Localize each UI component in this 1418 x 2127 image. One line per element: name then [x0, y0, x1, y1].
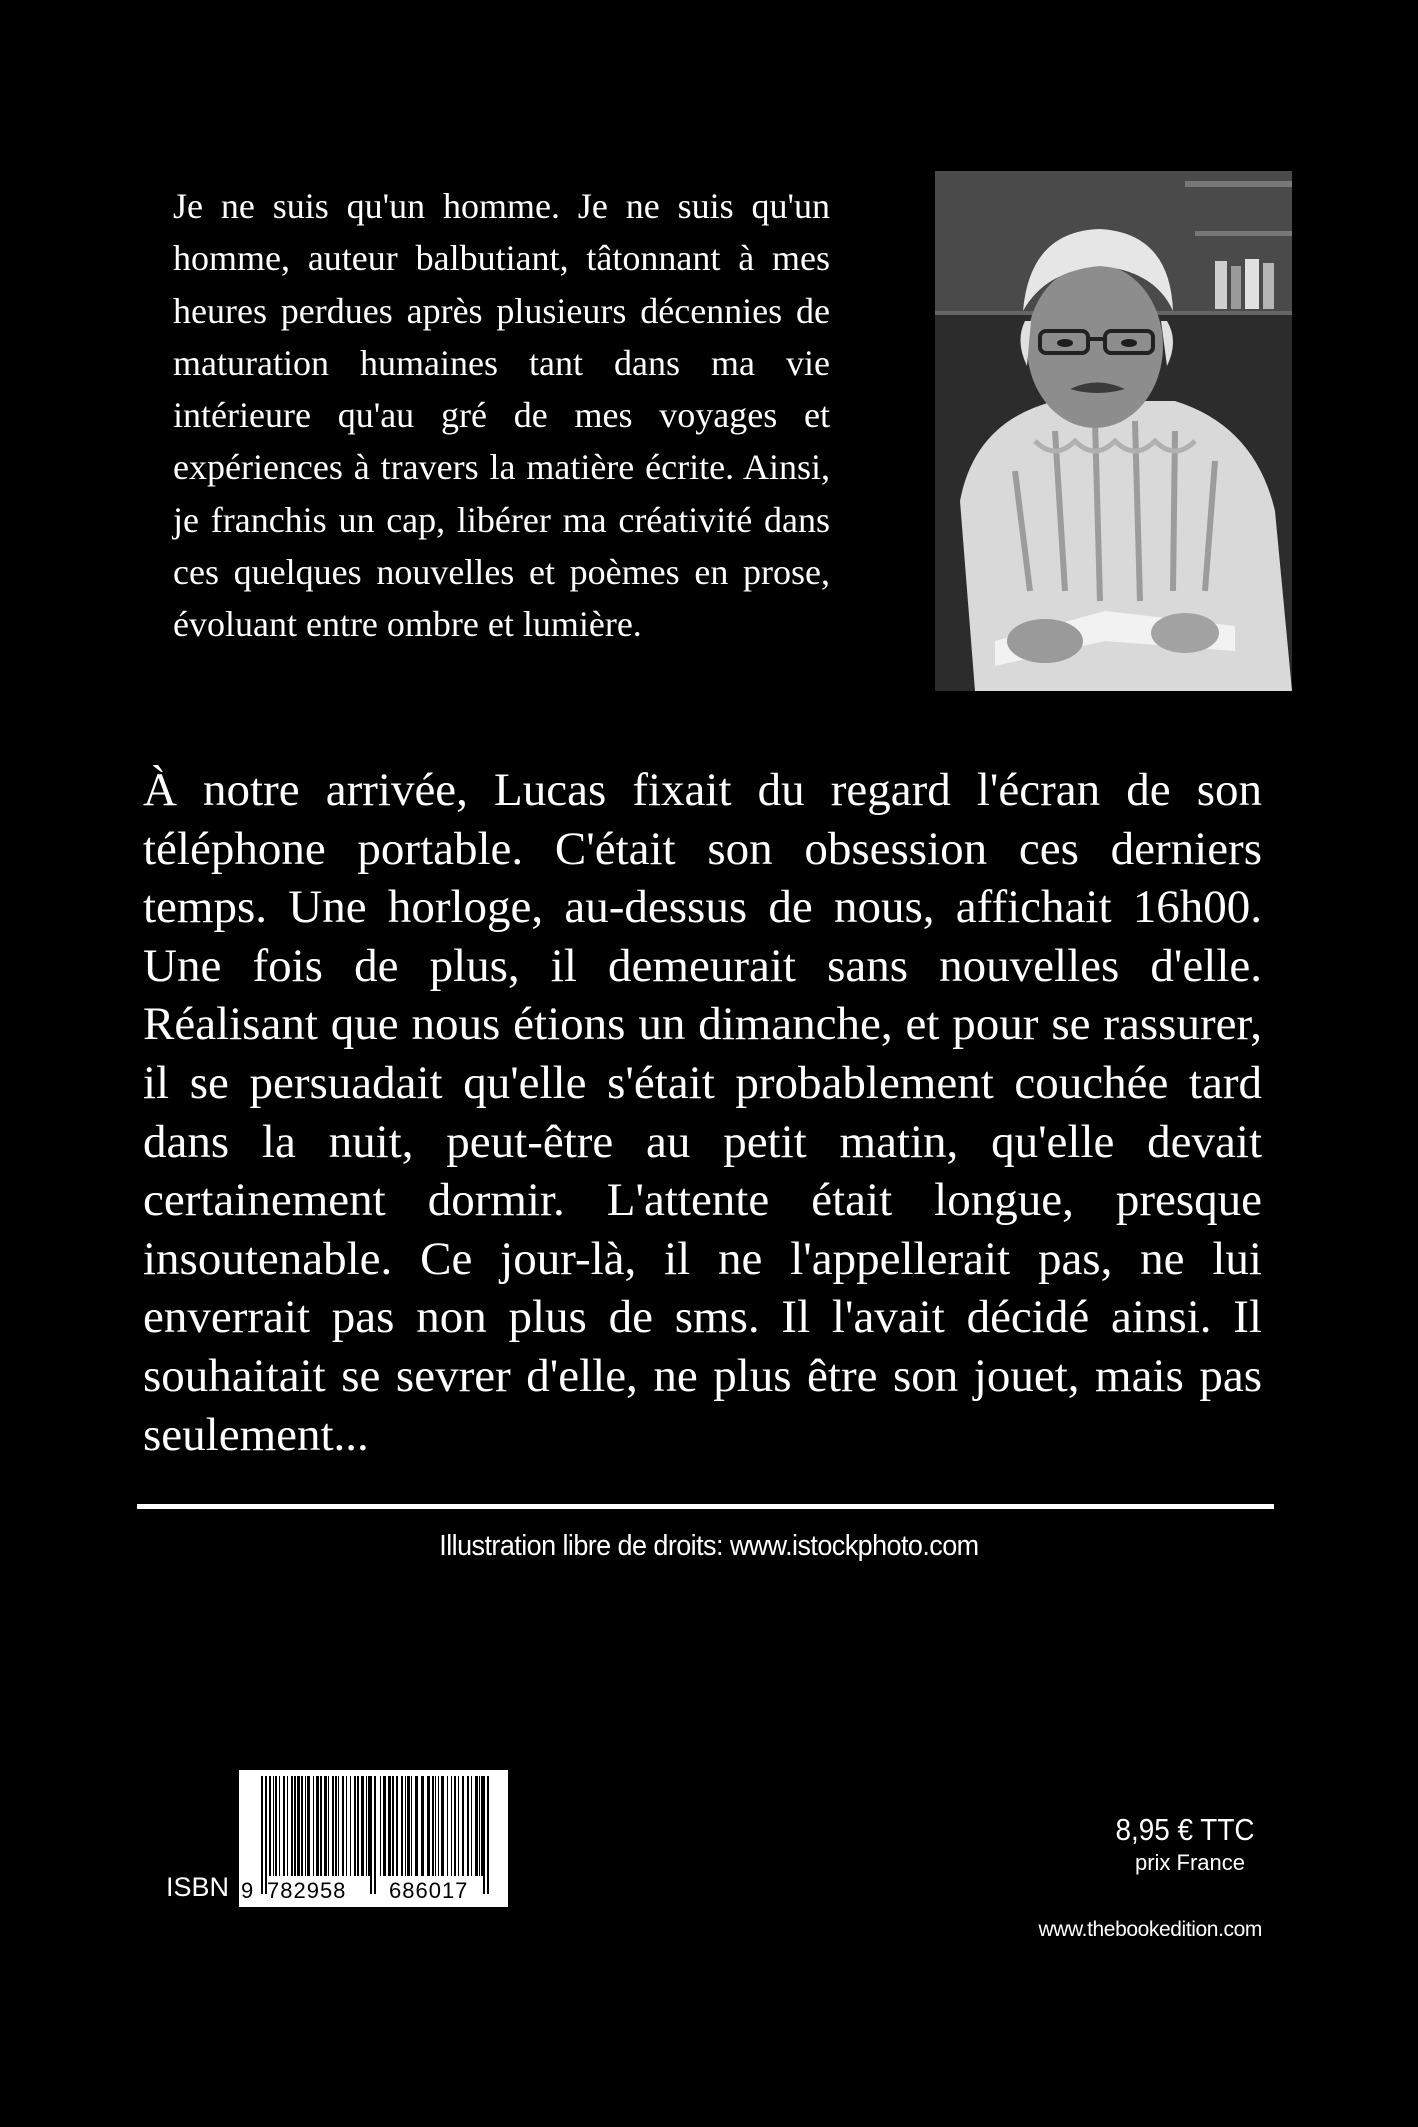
barcode-bar — [342, 1776, 344, 1876]
book-excerpt: À notre arrivée, Lucas fixait du regard l'écran de son téléphone portable. C'était son obsession ces derniers temps. Une horloge, au-dessus de nous, affichait 16h00. Une fois de plus, il demeurait sans nouvelles d'elle. Réalisant que nous étions un dimanche, et pour se rassurer, il se persuadait qu'elle s'était probablement couchée tard dans la nuit, peut-être au petit matin, qu'elle devait certainement dormir. L'attente était longue, presque insoutenable. Ce jour-là, il ne l'appellerait pas, ne lui enverrait pas non plus de sms. Il l'avait décidé ainsi. Il souhaitait se sevrer d'elle, ne plus être son jouet, mais pas seulement... — [143, 764, 1262, 1461]
barcode-bar — [275, 1776, 277, 1876]
author-portrait-image — [935, 171, 1292, 691]
barcode-guard-bar — [487, 1776, 489, 1894]
barcode-bar — [380, 1776, 381, 1876]
barcode-bar — [441, 1776, 444, 1876]
barcode-bar — [354, 1776, 356, 1876]
barcode-bar — [350, 1776, 351, 1876]
barcode-bar — [392, 1776, 394, 1876]
barcode-bar — [458, 1776, 459, 1876]
barcode-bar — [388, 1776, 391, 1876]
barcode-bar — [396, 1776, 398, 1876]
barcode-bar — [287, 1776, 288, 1876]
barcode-bar — [405, 1776, 406, 1876]
barcode-bar — [432, 1776, 434, 1876]
barcode-digits-right: 686017 — [389, 1878, 469, 1903]
barcode-bar — [427, 1776, 430, 1876]
barcode-bar — [366, 1776, 367, 1876]
barcode-bar — [346, 1776, 347, 1876]
price: 8,95 € TTC — [1115, 1812, 1255, 1847]
barcode-bar — [447, 1776, 448, 1876]
barcode-bar — [332, 1776, 334, 1876]
barcode-bar — [435, 1776, 436, 1876]
barcode-bar — [368, 1776, 370, 1876]
barcode-bar — [301, 1776, 303, 1876]
barcode-guard-bar — [265, 1776, 267, 1894]
barcode-bar — [294, 1776, 296, 1876]
barcode-bar — [335, 1776, 337, 1876]
barcode-guard-bar — [483, 1776, 485, 1894]
barcode-bar — [421, 1776, 424, 1876]
barcode-bar — [316, 1776, 319, 1876]
author-bio: Je ne suis qu'un homme. Je ne suis qu'un homme, auteur balbutiant, tâtonnant à mes heures perdues après plusieurs décennies de maturation humaines tant dans ma vie intérieure qu'au gré de mes voyages et expériences à travers la matière écrite. Ainsi, je franchis un cap, libérer ma créativité dans ces quelques nouvelles et poèmes en prose, évoluant entre ombre et lumière. — [173, 186, 830, 645]
barcode-guard-bar — [261, 1776, 263, 1894]
barcode-bar — [313, 1776, 314, 1876]
barcode-digit-first: 9 — [241, 1878, 254, 1903]
barcode-bar — [462, 1776, 464, 1876]
isbn-barcode — [239, 1770, 508, 1907]
barcode-bar — [451, 1776, 452, 1876]
barcode-bar — [415, 1776, 418, 1876]
barcode-bar — [383, 1776, 386, 1876]
barcode-bar — [279, 1776, 280, 1876]
publisher-website: www.thebookedition.com — [1038, 1918, 1262, 1941]
author-photo — [935, 171, 1292, 691]
barcode-bar — [291, 1776, 293, 1876]
barcode-bar — [475, 1776, 478, 1876]
barcode-bar — [467, 1776, 469, 1876]
barcode-bar — [479, 1776, 480, 1876]
divider — [137, 1504, 1274, 1509]
barcode-bar — [454, 1776, 456, 1876]
isbn-label: ISBN — [166, 1872, 230, 1902]
barcode-bar — [401, 1776, 403, 1876]
barcode-bar — [283, 1776, 285, 1876]
barcode-bar — [320, 1776, 322, 1876]
barcode-bar — [324, 1776, 327, 1876]
barcode-bar — [328, 1776, 329, 1876]
barcode-bar — [338, 1776, 339, 1876]
barcode-bar — [411, 1776, 412, 1876]
barcode-bar — [471, 1776, 472, 1876]
barcode-bar — [273, 1776, 274, 1876]
barcode-bar — [305, 1776, 306, 1876]
barcode-digits — [239, 1878, 508, 1904]
price-note: prix France — [1134, 1850, 1246, 1875]
barcode-guard-bar — [370, 1776, 372, 1894]
illustration-credit: Illustration libre de droits: www.istockphoto.com — [439, 1530, 979, 1562]
barcode-bar — [361, 1776, 364, 1876]
barcode-guard-bar — [374, 1776, 376, 1894]
barcode-bar — [357, 1776, 359, 1876]
barcode-digits-left: 782958 — [267, 1878, 347, 1903]
barcode-bar — [438, 1776, 439, 1876]
barcode-bar — [307, 1776, 310, 1876]
barcode-bar — [297, 1776, 300, 1876]
barcode-bar — [269, 1776, 271, 1876]
barcode-bar — [407, 1776, 410, 1876]
